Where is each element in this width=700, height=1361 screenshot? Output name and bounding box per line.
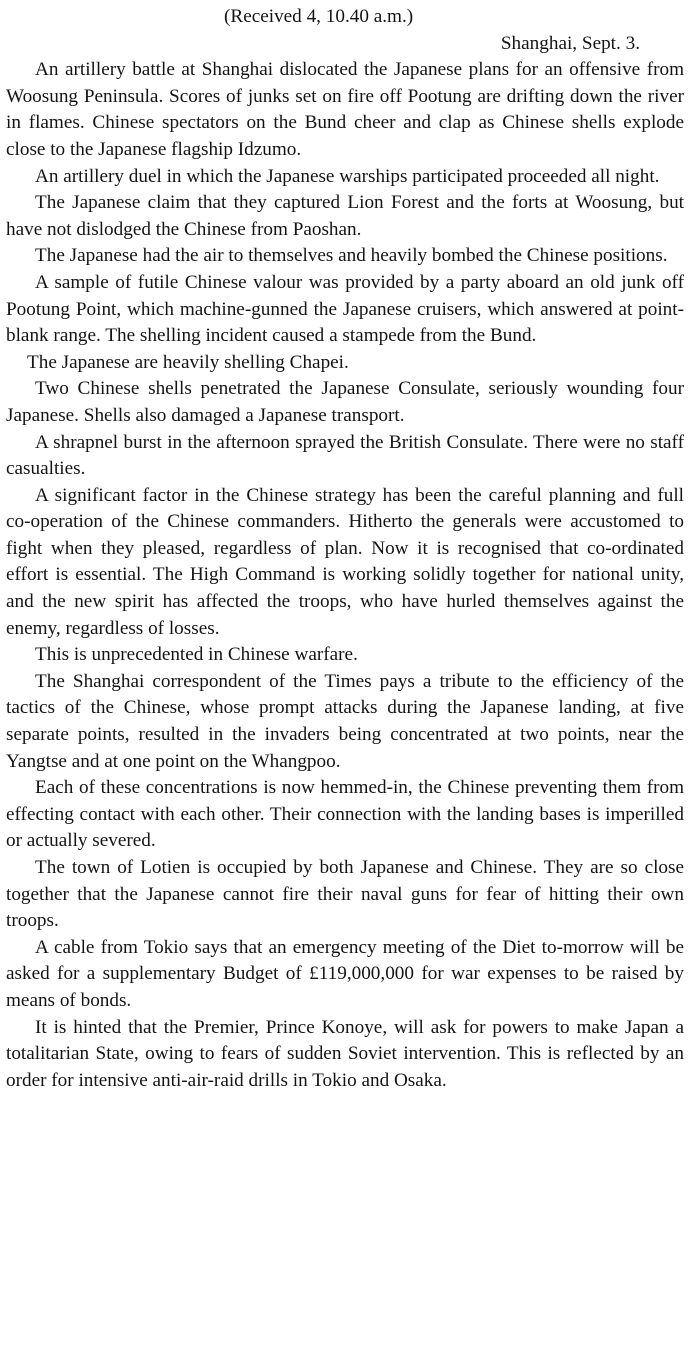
paragraph: A sample of futile Chinese valour was provided by a party aboard an old junk off Pootung Point, which machine-gunned the Japanese cruisers, which answered at point-blank range. The shelling incident caused a stampede from the Bund. <box>6 271 684 347</box>
paragraph: It is hinted that the Premier, Prince Konoye, will ask for powers to make Japan a totalitarian State, owing to fears of sudden Soviet intervention. This is reflected by an order for intensive anti-air-raid drills in Tokio and Osaka. <box>6 1016 684 1091</box>
paragraph: The Japanese had the air to themselves and heavily bombed the Chinese positions. <box>35 245 668 267</box>
paragraph: An artillery battle at Shanghai dislocated the Japanese plans for an offensive from Woosung Peninsula. Scores of junks set on fire off Pootung are drifting down the river in flames. Chinese spectators on the Bund cheer and clap as Chinese shells explode close to the Japanese flagship Idzumo. <box>6 59 684 160</box>
paragraph: An artillery duel in which the Japanese warships participated proceeded all night. <box>35 165 660 187</box>
paragraph: The Japanese claim that they captured Lion Forest and the forts at Woosung, but have not dislodged the Chinese from Paoshan. <box>6 192 684 240</box>
paragraph: The Shanghai correspondent of the Times pays a tribute to the efficiency of the tactics of the Chinese, whose prompt attacks during the Japanese landing, at five separate points, resulted in the invaders being concentrated at two points, near the Yangtse and at one point on the Whangpoo. <box>6 670 684 772</box>
paragraph: A shrapnel burst in the afternoon sprayed the British Consulate. There were no staff casualties. <box>6 431 684 480</box>
paragraph: A significant factor in the Chinese strategy has been the careful planning and full co-operation of the Chinese commanders. Hitherto the generals were accustomed to fight when they pleased, regardless of plan. Now it is recognised that co-ordinated effort is essential. The High Command is working solidly together for national unity, and the new spirit has affected the troops, who have hurled themselves against the enemy, regardless of losses. <box>6 484 684 639</box>
paragraph: Two Chinese shells penetrated the Japanese Consulate, seriously wounding four Japanese. Shells also damaged a Japanese transport. <box>6 378 684 426</box>
document-page <box>6 4 684 1094</box>
paragraph: Each of these concentrations is now hemmed-in, the Chinese preventing them from effecting contact with each other. Their connection with the landing bases is imperilled or actually severed. <box>6 777 684 852</box>
paragraph: This is unprecedented in Chinese warfare. <box>35 644 358 666</box>
paragraph: A cable from Tokio says that an emergency meeting of the Diet to-morrow will be asked for a supplementary Budget of £119,000,000 for war expenses to be raised by means of bonds. <box>6 936 684 1011</box>
paragraph: The town of Lotien is occupied by both Japanese and Chinese. They are so close together that the Japanese cannot fire their naval guns for fear of hitting their own troops. <box>6 857 684 932</box>
dateline: Shanghai, Sept. 3. <box>500 32 640 54</box>
received-line: (Received 4, 10.40 a.m.) <box>224 6 414 27</box>
paragraph: The Japanese are heavily shelling Chapei. <box>27 351 349 373</box>
